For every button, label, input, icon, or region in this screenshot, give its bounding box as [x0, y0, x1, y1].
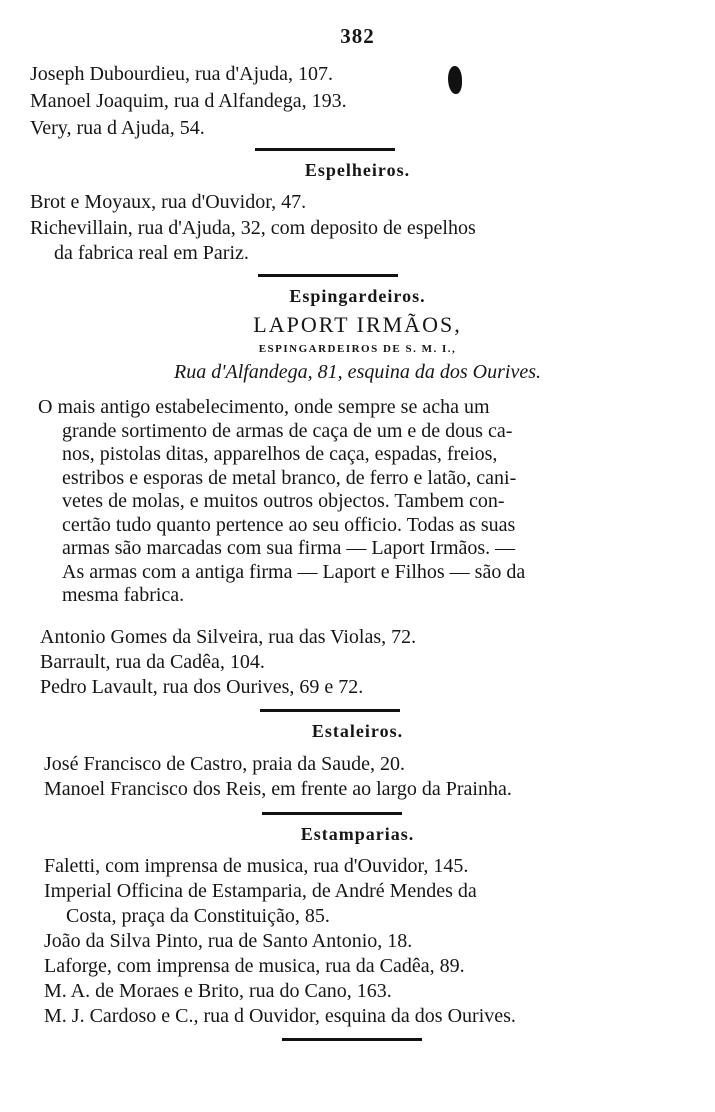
advertisement-paragraph [38, 396, 626, 608]
entry-very [30, 116, 205, 140]
entry-text: José Francisco de Castro, praia da Saude, 20. [44, 753, 406, 775]
section-rule [282, 1038, 422, 1041]
section-heading-estamparias: Estamparias. [300, 824, 415, 844]
entry-laforge [44, 954, 465, 978]
entry-pinto [44, 929, 412, 953]
section-heading-estaleiros: Estaleiros. [311, 721, 404, 741]
paragraph-line: nos, pistolas ditas, apparelhos de caça, espadas, freios, [62, 443, 498, 465]
section-rule [262, 812, 402, 815]
entry-text: Manoel Joaquim, rua d Alfandega, 193. [30, 90, 347, 112]
entry-text: Pedro Lavault, rua dos Ourives, 69 e 72. [40, 676, 364, 698]
paragraph-line: armas são marcadas com sua firma — Laport Irmãos. — [62, 537, 516, 559]
paragraph-line: vetes de molas, e muitos outros objectos. Tambem con- [62, 490, 505, 512]
entry-castro [44, 752, 405, 776]
entry-text: Richevillain, rua d'Ajuda, 32, com deposito de espelhos [30, 217, 476, 239]
entry-brot [30, 190, 306, 214]
entry-continuation: Costa, praça da Constituição, 85. [66, 905, 330, 927]
firm-address: Rua d'Alfandega, 81, esquina da dos Ourives. [173, 361, 542, 383]
entry-text: Laforge, com imprensa de musica, rua da Cadêa, 89. [44, 955, 465, 977]
section-rule [258, 274, 398, 277]
entry-joaquim [30, 89, 347, 113]
entry-silveira [40, 625, 416, 649]
paragraph-line: grande sortimento de armas de caça de um e de dous ca- [62, 419, 513, 442]
entry-text: João da Silva Pinto, rua de Santo Antonio, 18. [44, 930, 413, 952]
page-number: 382 [340, 24, 375, 48]
entry-cardoso [44, 1004, 516, 1028]
entry-moraes [44, 979, 392, 1003]
entry-text: Brot e Moyaux, rua d'Ouvidor, 47. [30, 191, 307, 213]
paragraph-line: estribos e esporas de metal branco, de ferro e latão, cani- [62, 466, 517, 489]
entry-text: M. A. de Moraes e Brito, rua do Cano, 163. [44, 980, 392, 1002]
firm-subtitle: ESPINGARDEIROS DE S. M. I., [258, 343, 457, 355]
section-heading-espelheiros: Espelheiros. [304, 160, 411, 180]
entry-lavault [40, 675, 363, 699]
paragraph-line: certão tudo quanto pertence ao seu officio. Todas as suas [62, 513, 516, 536]
entry-text: Imperial Officina de Estamparia, de André Mendes da [44, 880, 477, 902]
entry-richevillain [30, 216, 476, 240]
section-rule [255, 148, 395, 151]
entry-continuation: da fabrica real em Pariz. [54, 242, 249, 264]
paragraph-line: mesma fabrica. [62, 584, 185, 606]
entry-text: Very, rua d Ajuda, 54. [30, 117, 205, 139]
ink-blot [448, 66, 462, 94]
entry-text: Barrault, rua da Cadêa, 104. [40, 651, 265, 673]
firm-name: LAPORT IRMÃOS, [253, 312, 462, 337]
entry-faletti [44, 854, 468, 878]
entry-text: Manoel Francisco dos Reis, em frente ao largo da Prainha. [44, 778, 512, 800]
entry-reis [44, 777, 512, 801]
section-heading-espingardeiros: Espingardeiros. [289, 286, 426, 306]
paragraph-line: O mais antigo estabelecimento, onde sempre se acha um [38, 396, 490, 418]
entry-text: Joseph Dubourdieu, rua d'Ajuda, 107. [30, 63, 333, 85]
entry-text: Antonio Gomes da Silveira, rua das Violas, 72. [40, 626, 417, 648]
entry-imperial [44, 879, 477, 903]
entry-text: Faletti, com imprensa de musica, rua d'Ouvidor, 145. [44, 855, 469, 877]
paragraph-line: As armas com a antiga firma — Laport e Filhos — são da [62, 560, 526, 583]
section-rule [260, 709, 400, 712]
entry-dubourdieu [30, 62, 333, 86]
entry-text: M. J. Cardoso e C., rua d Ouvidor, esquina da dos Ourives. [44, 1005, 516, 1027]
entry-barrault [40, 650, 265, 674]
